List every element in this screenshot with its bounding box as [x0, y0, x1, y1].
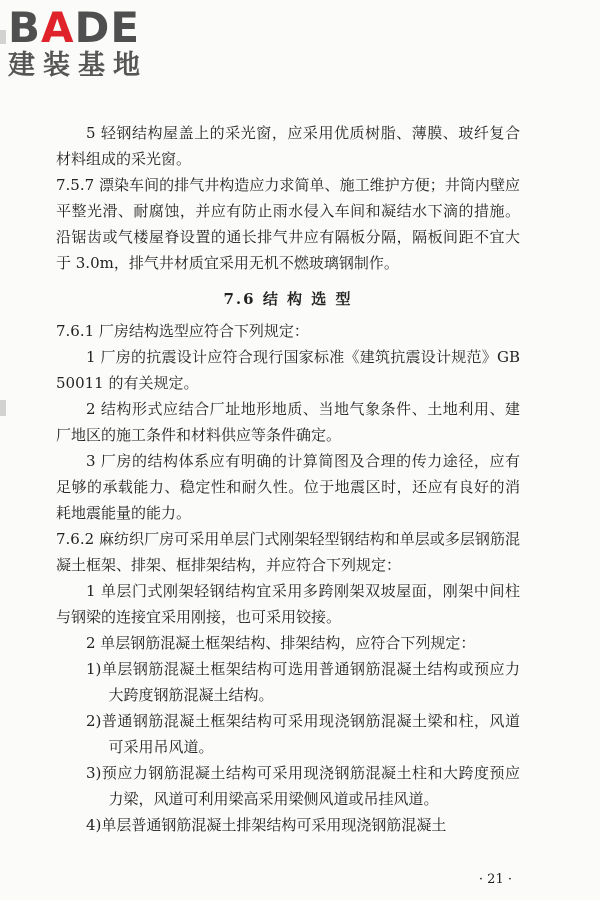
- logo-wordmark: BADE: [8, 3, 141, 52]
- logo-subtitle: 建装基地: [8, 50, 148, 81]
- sub-item-1: 1)单层钢筋混凝土框架结构可选用普通钢筋混凝土结构或预应力大跨度钢筋混凝土结构。: [86, 660, 520, 704]
- scan-crease-mark: [0, 400, 6, 416]
- clause-7-6-1-item-3: 3 厂房的结构体系应有明确的计算简图及合理的传力途径，应有足够的承载能力、稳定性和耐久性。位于地震区时，还应有良好的消耗地震能量的能力。: [56, 452, 520, 522]
- section-heading: 7.6 结 构 选 型: [223, 290, 353, 308]
- page-number: · 21 ·: [478, 872, 512, 887]
- clause-7-6-1: 7.6.1 厂房结构选型应符合下列规定：: [56, 322, 309, 340]
- paragraph-item-5: 5 轻钢结构屋盖上的采光窗，应采用优质树脂、薄膜、玻纤复合材料组成的采光窗。: [56, 124, 520, 168]
- clause-7-6-1-item-1: 1 厂房的抗震设计应符合现行国家标准《建筑抗震设计规范》GB 50011 的有关规定。: [56, 348, 520, 392]
- clause-7-5-7: 7.5.7 漂染车间的排气井构造应力求简单、施工维护方便；井筒内壁应平整光滑、耐腐蚀，并应有防止雨水侵入车间和凝结水下滴的措施。沿锯齿或气楼屋脊设置的通长排气井应有隔板分隔，隔板间距不宜大于 3.0m，排气井材质宜采用无机不燃玻璃钢制作。: [56, 176, 520, 272]
- page-body: [56, 120, 520, 838]
- sub-item-4: 4)单层普通钢筋混凝土排架结构可采用现浇钢筋混凝土: [86, 816, 447, 834]
- sub-item-3: 3)预应力钢筋混凝土结构可采用现浇钢筋混凝土柱和大跨度预应力梁，风道可利用梁高采用梁侧风道或吊挂风道。: [86, 764, 520, 808]
- clause-7-6-2-item-1: 1 单层门式刚架轻钢结构宜采用多跨刚架双坡屋面，刚架中间柱与钢梁的连接宜采用刚接，也可采用铰接。: [56, 582, 520, 626]
- clause-7-6-2: 7.6.2 麻纺织厂房可采用单层门式刚架轻型钢结构和单层或多层钢筋混凝土框架、排架、框排架结构，并应符合下列规定：: [56, 530, 520, 574]
- scan-crease-mark: [0, 30, 6, 44]
- sub-item-2: 2)普通钢筋混凝土框架结构可采用现浇钢筋混凝土梁和柱，风道可采用吊风道。: [86, 712, 520, 756]
- brand-logo: [8, 4, 148, 82]
- clause-7-6-1-item-2: 2 结构形式应结合厂址地形地质、当地气象条件、土地利用、建厂地区的施工条件和材料供应等条件确定。: [56, 400, 520, 444]
- clause-7-6-2-item-2: 2 单层钢筋混凝土框架结构、排架结构，应符合下列规定：: [86, 634, 476, 652]
